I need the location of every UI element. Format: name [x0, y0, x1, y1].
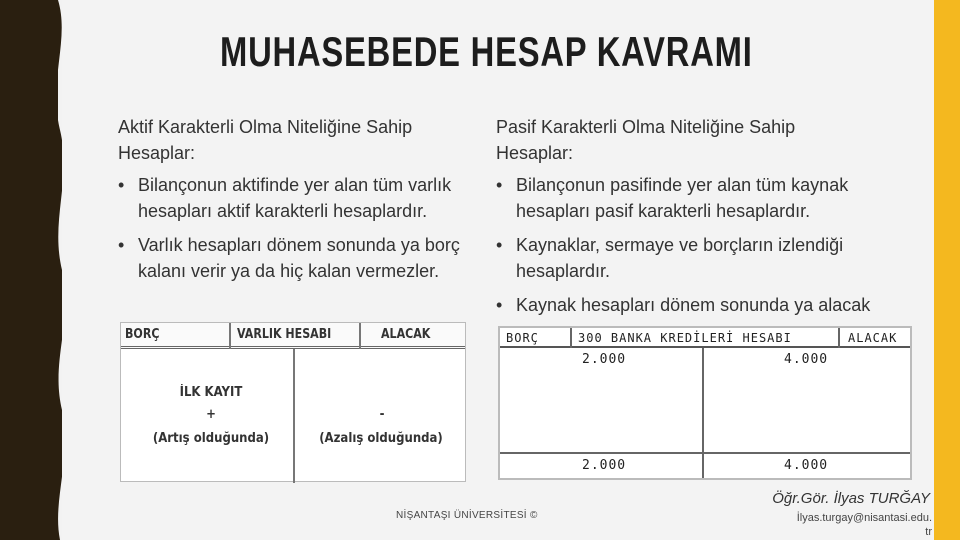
debit-bottom-amount: 2.000: [582, 458, 627, 473]
left-bullet-item: • Varlık hesapları dönem sonunda ya borç kalanı verir ya da hiç kalan vermezler.: [118, 232, 468, 284]
footer-author: Öğr.Gör. İlyas TURĞAY: [772, 490, 930, 507]
header-divider: [570, 328, 572, 348]
right-bullet-item: • Kaynaklar, sermaye ve borçların izlendiği hesaplardır.: [496, 232, 916, 284]
t-account-header: [500, 328, 910, 348]
footer-email: [782, 511, 932, 539]
total-line: [500, 452, 910, 454]
banka-kredileri-t-account: [498, 326, 912, 480]
right-heading-line2: Hesaplar:: [496, 143, 574, 163]
t-account-center-line: [293, 349, 295, 483]
email-line1: İlyas.turgay@nisantasi.edu.: [796, 512, 932, 524]
debit-label: BORÇ: [125, 327, 160, 342]
left-column-heading: [118, 114, 488, 166]
right-bullet-item: • Bilançonun pasifinde yer alan tüm kaynak hesapları pasif karakterli hesaplardır.: [496, 172, 916, 224]
header-divider: [838, 328, 840, 348]
header-divider: [359, 323, 361, 349]
minus-sign: -: [379, 407, 385, 422]
debit-top-amount: 2.000: [582, 352, 627, 367]
header-divider: [229, 323, 231, 349]
right-column-heading: [496, 114, 896, 166]
footer-institution: NİŞANTAŞI ÜNİVERSİTESİ ©: [396, 510, 538, 521]
account-name: 300 BANKA KREDİLERİ HESABI: [578, 331, 792, 345]
debit-label: BORÇ: [506, 331, 539, 345]
varlik-t-account: [120, 322, 466, 482]
increase-note: (Artış olduğunda): [152, 431, 270, 446]
decrease-note: (Azalış olduğunda): [319, 431, 443, 446]
right-bullet-list: [496, 172, 916, 322]
t-account-header: [121, 323, 465, 349]
credit-label: ALACAK: [848, 331, 898, 345]
plus-sign: +: [206, 407, 216, 422]
account-name: VARLIK HESABI: [237, 327, 332, 342]
left-bullet-list: [118, 172, 468, 324]
left-heading-line1: Aktif Karakterli Olma Niteliğine Sahip: [118, 117, 413, 137]
credit-top-amount: 4.000: [784, 352, 829, 367]
right-accent-band: [934, 0, 960, 540]
credit-bottom-amount: 4.000: [784, 458, 829, 473]
right-heading-line1: Pasif Karakterli Olma Niteliğine Sahip: [496, 117, 796, 137]
slide-title: MUHASEBEDE HESAP KAVRAMI: [220, 28, 753, 75]
t-account-center-line: [702, 348, 704, 478]
email-line2: tr: [925, 526, 932, 538]
credit-label: ALACAK: [381, 327, 431, 342]
left-bullet-item: • Bilançonun aktifinde yer alan tüm varlık hesapları aktif karakterli hesaplardır.: [118, 172, 468, 224]
right-bullet-item: • Kaynak hesapları dönem sonunda ya alacak: [496, 292, 916, 318]
first-entry-label: İLK KAYIT: [179, 385, 243, 400]
left-heading-line2: Hesaplar:: [118, 143, 196, 163]
